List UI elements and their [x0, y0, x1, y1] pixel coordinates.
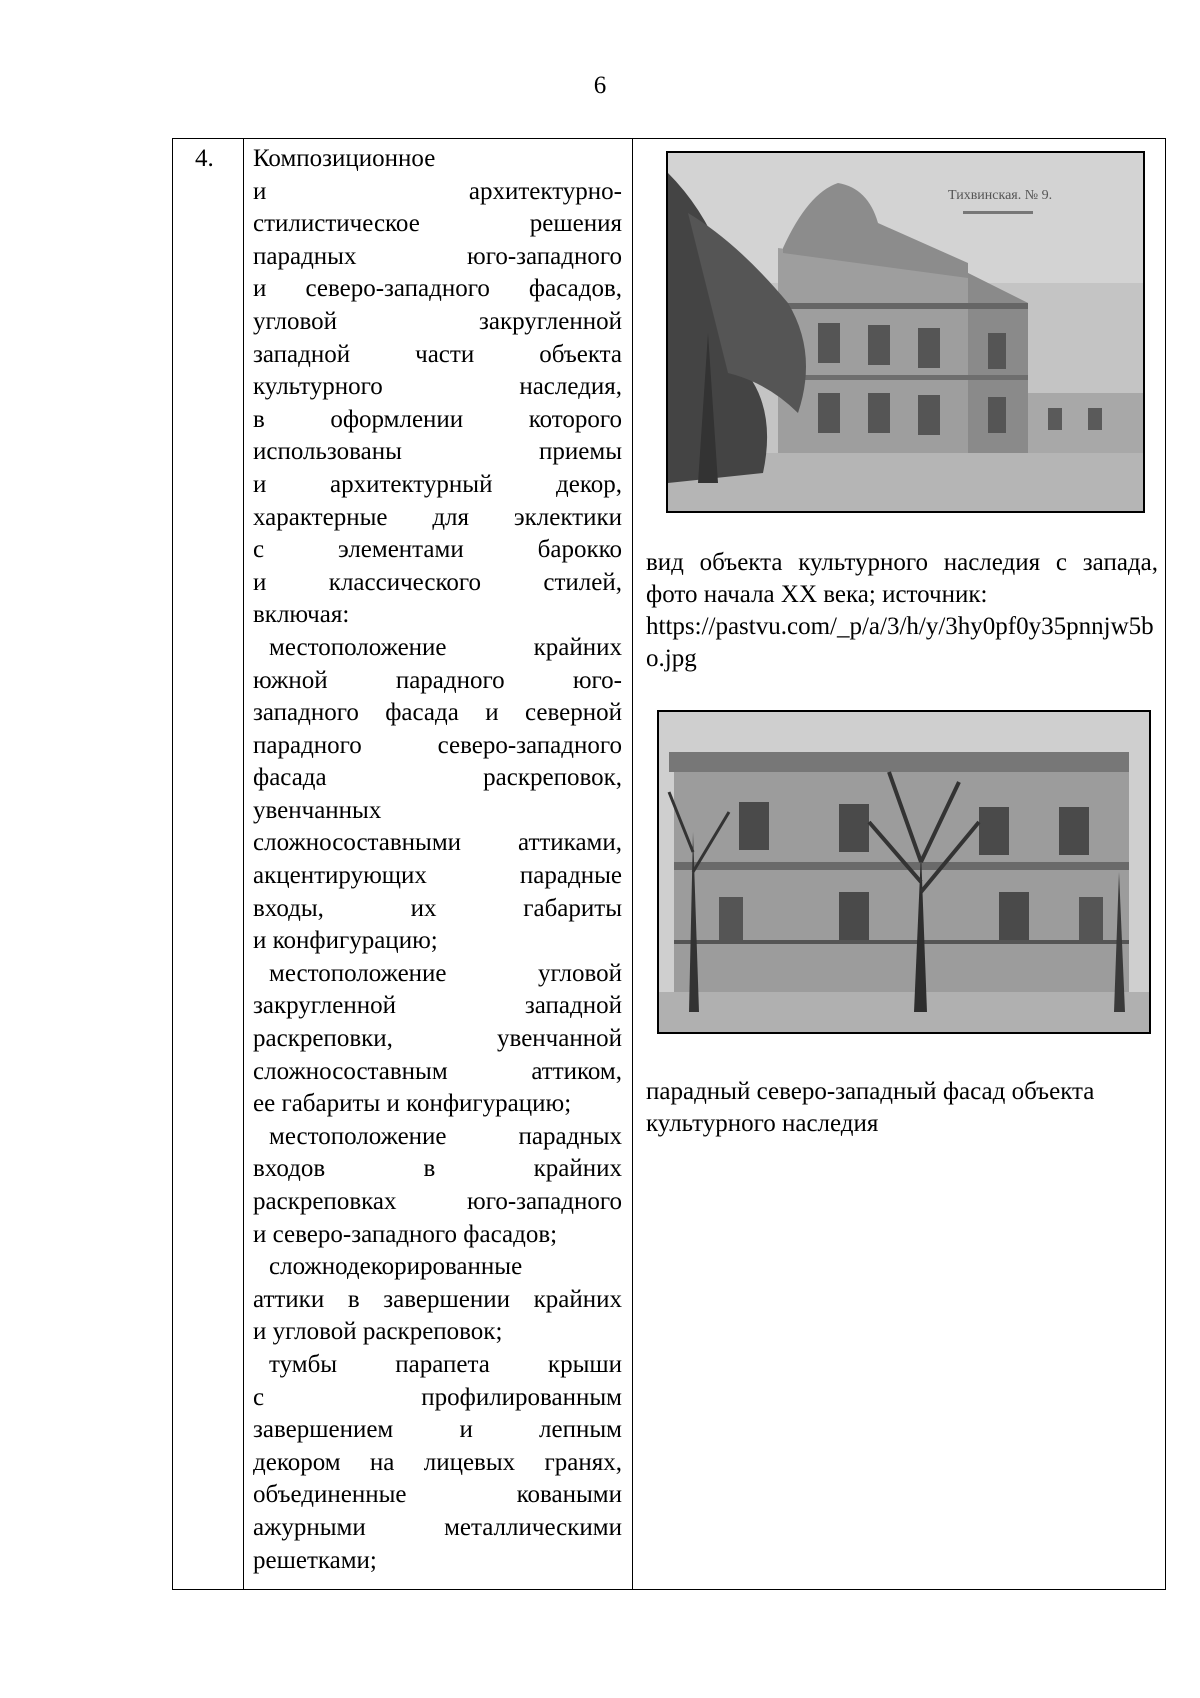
description-line: решетками;	[253, 1546, 377, 1574]
description-line: увенчанных	[253, 796, 382, 824]
description-line: фасада раскреповок,	[253, 764, 622, 792]
description-line: завершением и лепным	[253, 1416, 622, 1444]
description-line: ажурными металлическими	[253, 1513, 622, 1541]
description-text	[244, 139, 632, 1577]
description-line: стилистическое решения	[253, 210, 622, 238]
description-line: раскреповках юго-западного	[253, 1188, 622, 1215]
description-line: и классического стилей,	[253, 568, 622, 596]
description-line: в оформлении которого	[253, 405, 622, 433]
description-line: характерные для эклектики	[253, 503, 622, 531]
description-line: сложносоставными аттиками,	[253, 829, 622, 857]
description-line: и архитектурно-	[253, 177, 622, 205]
table-row	[173, 139, 1166, 1590]
photo-cell	[633, 139, 1166, 1590]
description-line: южной парадного юго-	[253, 666, 622, 694]
description-line: ее габариты и конфигурацию;	[253, 1090, 572, 1118]
description-line: с элементами барокко	[253, 536, 622, 564]
description-line: парадных юго-западного	[253, 242, 622, 270]
description-line: включая:	[253, 601, 350, 629]
description-line: аттики в завершении крайних	[253, 1285, 622, 1313]
description-line: входов в крайних	[253, 1155, 622, 1183]
description-line: парадного северо-западного	[253, 731, 622, 759]
row-number-cell	[173, 139, 244, 1590]
description-line: тумбы парапета крыши	[269, 1350, 622, 1378]
description-line: западного фасада и северной	[253, 699, 622, 727]
description-line: местоположение угловой	[269, 959, 622, 987]
description-line: с профилированным	[253, 1383, 622, 1411]
description-line: декором на лицевых гранях,	[253, 1448, 622, 1476]
description-line: угловой закругленной	[253, 307, 622, 335]
description-line: объединенные коваными	[253, 1481, 622, 1509]
description-line: сложносоставным аттиком,	[253, 1057, 622, 1085]
description-line: и северо-западного фасадов;	[253, 1220, 558, 1248]
photo-inscription: Тихвинская. № 9.	[948, 188, 1053, 203]
description-line: входы, их габариты	[253, 894, 622, 922]
source-link[interactable]: https://pastvu.com/_p/a/3/h/y/3hy0pf0y35pnnjw5bo.jpg	[646, 613, 1154, 672]
description-line: западной части объекта	[253, 340, 622, 368]
facade-photo	[657, 710, 1151, 1034]
description-cell	[244, 139, 633, 1590]
description-line: сложнодекорированные	[269, 1253, 523, 1281]
description-line: закругленной западной	[253, 992, 622, 1020]
description-line: Композиционное	[253, 145, 436, 172]
description-line: и угловой раскреповок;	[253, 1318, 503, 1346]
description-line: культурного наследия,	[253, 373, 622, 401]
historic-photo	[666, 151, 1145, 513]
description-line: местоположение парадных	[269, 1122, 622, 1150]
page-number: 6	[593, 72, 607, 99]
row-number: 4.	[195, 145, 214, 172]
heritage-table	[172, 138, 1166, 1590]
photo1-caption-text: вид объекта культурного наследия с запада, фото начала XX века; источник:	[646, 549, 1158, 608]
photo1-caption	[646, 547, 1158, 675]
description-line: местоположение крайних	[269, 633, 622, 661]
description-line: и северо-западного фасадов,	[253, 275, 622, 303]
photo2-caption: парадный северо-западный фасад объекта культурного наследия	[646, 1078, 1095, 1137]
description-line: и архитектурный декор,	[253, 470, 622, 498]
description-line: раскреповки, увенчанной	[253, 1025, 622, 1053]
description-line: акцентирующих парадные	[253, 862, 622, 890]
description-line: использованы приемы	[253, 438, 622, 466]
description-line: и конфигурацию;	[253, 927, 438, 955]
